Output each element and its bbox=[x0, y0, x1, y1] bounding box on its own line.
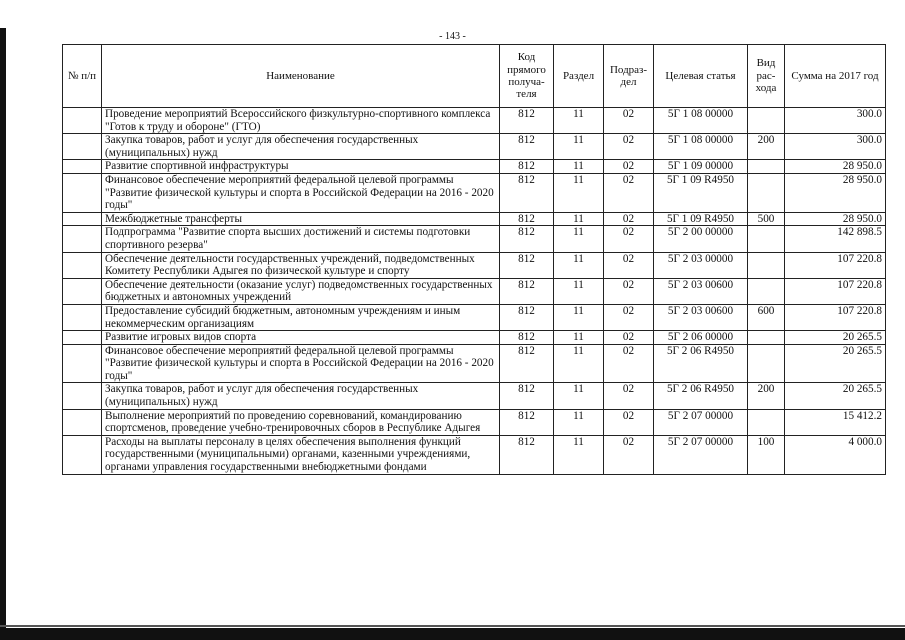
cell-subsection: 02 bbox=[604, 252, 654, 278]
cell-code: 812 bbox=[500, 278, 554, 304]
cell-kind: 500 bbox=[748, 212, 785, 226]
page-number: - 143 - bbox=[439, 31, 466, 42]
cell-target: 5Г 1 09 R4950 bbox=[654, 173, 748, 212]
cell-num bbox=[63, 409, 102, 435]
cell-sum: 107 220.8 bbox=[785, 304, 886, 330]
table-row bbox=[63, 409, 886, 435]
table-row bbox=[63, 252, 886, 278]
cell-sum: 20 265.5 bbox=[785, 383, 886, 409]
cell-sum: 300.0 bbox=[785, 134, 886, 160]
cell-target: 5Г 2 06 R4950 bbox=[654, 344, 748, 383]
cell-name: Обеспечение деятельности государственных учреждений, подведомственных Комитету Республики Адыгея по физической культуре и спорту bbox=[102, 252, 500, 278]
cell-name: Финансовое обеспечение мероприятий федеральной целевой программы "Развитие физической культуры и спорта в Российской Федерации на 2016 - 2020 годы" bbox=[102, 173, 500, 212]
cell-section: 11 bbox=[554, 134, 604, 160]
cell-kind bbox=[748, 252, 785, 278]
cell-sum: 4 000.0 bbox=[785, 435, 886, 474]
cell-sum: 107 220.8 bbox=[785, 278, 886, 304]
cell-name: Закупка товаров, работ и услуг для обеспечения государственных (муниципальных) нужд bbox=[102, 383, 500, 409]
cell-target: 5Г 2 07 00000 bbox=[654, 409, 748, 435]
cell-code: 812 bbox=[500, 108, 554, 134]
cell-code: 812 bbox=[500, 212, 554, 226]
cell-name: Предоставление субсидий бюджетным, автономным учреждениям и иным некоммерческим организациям bbox=[102, 304, 500, 330]
cell-sum: 28 950.0 bbox=[785, 173, 886, 212]
cell-num bbox=[63, 173, 102, 212]
cell-name: Расходы на выплаты персоналу в целях обеспечения выполнения функций государственными (муниципальными) органами, казенными учреждениями, органами управления государственными внебюджетными фондами bbox=[102, 435, 500, 474]
cell-sum: 300.0 bbox=[785, 108, 886, 134]
cell-name: Выполнение мероприятий по проведению соревнований, командированию спортсменов, проведение учебно-тренировочных сборов в Республике Адыгея bbox=[102, 409, 500, 435]
cell-code: 812 bbox=[500, 435, 554, 474]
cell-subsection: 02 bbox=[604, 108, 654, 134]
cell-subsection: 02 bbox=[604, 344, 654, 383]
cell-kind: 100 bbox=[748, 435, 785, 474]
cell-section: 11 bbox=[554, 344, 604, 383]
cell-target: 5Г 2 03 00600 bbox=[654, 278, 748, 304]
scan-left-edge bbox=[0, 28, 6, 632]
cell-code: 812 bbox=[500, 252, 554, 278]
cell-name: Обеспечение деятельности (оказание услуг) подведомственных государственных бюджетных и автономных учреждений bbox=[102, 278, 500, 304]
cell-num bbox=[63, 108, 102, 134]
cell-kind bbox=[748, 108, 785, 134]
cell-num bbox=[63, 226, 102, 252]
cell-code: 812 bbox=[500, 173, 554, 212]
table-row bbox=[63, 304, 886, 330]
cell-section: 11 bbox=[554, 435, 604, 474]
cell-code: 812 bbox=[500, 344, 554, 383]
cell-section: 11 bbox=[554, 160, 604, 174]
cell-section: 11 bbox=[554, 304, 604, 330]
cell-section: 11 bbox=[554, 331, 604, 345]
scan-bottom-edge bbox=[0, 628, 905, 640]
cell-code: 812 bbox=[500, 331, 554, 345]
cell-subsection: 02 bbox=[604, 212, 654, 226]
cell-target: 5Г 2 00 00000 bbox=[654, 226, 748, 252]
col-header-kind: Вид рас-хода bbox=[748, 45, 785, 108]
cell-subsection: 02 bbox=[604, 134, 654, 160]
cell-subsection: 02 bbox=[604, 435, 654, 474]
cell-subsection: 02 bbox=[604, 383, 654, 409]
cell-num bbox=[63, 252, 102, 278]
cell-sum: 20 265.5 bbox=[785, 331, 886, 345]
cell-kind: 200 bbox=[748, 134, 785, 160]
cell-target: 5Г 2 06 00000 bbox=[654, 331, 748, 345]
table-row bbox=[63, 108, 886, 134]
cell-target: 5Г 2 07 00000 bbox=[654, 435, 748, 474]
cell-code: 812 bbox=[500, 226, 554, 252]
cell-kind bbox=[748, 226, 785, 252]
col-header-section: Раздел bbox=[554, 45, 604, 108]
table-row bbox=[63, 134, 886, 160]
cell-sum: 28 950.0 bbox=[785, 212, 886, 226]
cell-section: 11 bbox=[554, 252, 604, 278]
cell-subsection: 02 bbox=[604, 226, 654, 252]
cell-kind bbox=[748, 173, 785, 212]
cell-kind: 200 bbox=[748, 383, 785, 409]
col-header-sum: Сумма на 2017 год bbox=[785, 45, 886, 108]
cell-subsection: 02 bbox=[604, 160, 654, 174]
cell-code: 812 bbox=[500, 383, 554, 409]
budget-table bbox=[62, 44, 886, 475]
cell-name: Проведение мероприятий Всероссийского физкультурно-спортивного комплекса "Готов к труду и обороне" (ГТО) bbox=[102, 108, 500, 134]
cell-name: Подпрограмма "Развитие спорта высших достижений и системы подготовки спортивного резерва" bbox=[102, 226, 500, 252]
table-row bbox=[63, 226, 886, 252]
cell-kind bbox=[748, 409, 785, 435]
cell-section: 11 bbox=[554, 108, 604, 134]
cell-sum: 142 898.5 bbox=[785, 226, 886, 252]
cell-name: Развитие игровых видов спорта bbox=[102, 331, 500, 345]
table-row bbox=[63, 383, 886, 409]
table-row bbox=[63, 344, 886, 383]
cell-section: 11 bbox=[554, 226, 604, 252]
cell-sum: 28 950.0 bbox=[785, 160, 886, 174]
cell-section: 11 bbox=[554, 278, 604, 304]
cell-code: 812 bbox=[500, 134, 554, 160]
cell-section: 11 bbox=[554, 409, 604, 435]
cell-num bbox=[63, 331, 102, 345]
table-row bbox=[63, 212, 886, 226]
cell-name: Развитие спортивной инфраструктуры bbox=[102, 160, 500, 174]
col-header-subsection: Подраз-дел bbox=[604, 45, 654, 108]
cell-num bbox=[63, 160, 102, 174]
cell-target: 5Г 1 08 00000 bbox=[654, 108, 748, 134]
cell-subsection: 02 bbox=[604, 331, 654, 345]
table-row bbox=[63, 278, 886, 304]
table-row bbox=[63, 435, 886, 474]
cell-kind bbox=[748, 331, 785, 345]
cell-section: 11 bbox=[554, 212, 604, 226]
col-header-target: Целевая статья bbox=[654, 45, 748, 108]
cell-num bbox=[63, 212, 102, 226]
cell-name: Межбюджетные трансферты bbox=[102, 212, 500, 226]
cell-target: 5Г 1 09 00000 bbox=[654, 160, 748, 174]
cell-subsection: 02 bbox=[604, 173, 654, 212]
table-header-row bbox=[63, 45, 886, 108]
cell-target: 5Г 2 03 00600 bbox=[654, 304, 748, 330]
cell-target: 5Г 1 09 R4950 bbox=[654, 212, 748, 226]
cell-target: 5Г 1 08 00000 bbox=[654, 134, 748, 160]
table-row bbox=[63, 173, 886, 212]
table-row bbox=[63, 160, 886, 174]
cell-section: 11 bbox=[554, 173, 604, 212]
cell-target: 5Г 2 06 R4950 bbox=[654, 383, 748, 409]
col-header-code: Код прямого получа-теля bbox=[500, 45, 554, 108]
cell-num bbox=[63, 304, 102, 330]
cell-subsection: 02 bbox=[604, 304, 654, 330]
cell-kind bbox=[748, 160, 785, 174]
cell-target: 5Г 2 03 00000 bbox=[654, 252, 748, 278]
cell-num bbox=[63, 383, 102, 409]
cell-code: 812 bbox=[500, 160, 554, 174]
cell-kind bbox=[748, 344, 785, 383]
col-header-num: № п/п bbox=[63, 45, 102, 108]
cell-num bbox=[63, 344, 102, 383]
cell-subsection: 02 bbox=[604, 278, 654, 304]
cell-sum: 20 265.5 bbox=[785, 344, 886, 383]
cell-subsection: 02 bbox=[604, 409, 654, 435]
col-header-name: Наименование bbox=[102, 45, 500, 108]
cell-num bbox=[63, 278, 102, 304]
cell-num bbox=[63, 134, 102, 160]
cell-sum: 15 412.2 bbox=[785, 409, 886, 435]
cell-section: 11 bbox=[554, 383, 604, 409]
cell-code: 812 bbox=[500, 409, 554, 435]
cell-kind: 600 bbox=[748, 304, 785, 330]
cell-kind bbox=[748, 278, 785, 304]
cell-num bbox=[63, 435, 102, 474]
table-row bbox=[63, 331, 886, 345]
cell-name: Закупка товаров, работ и услуг для обеспечения государственных (муниципальных) нужд bbox=[102, 134, 500, 160]
cell-name: Финансовое обеспечение мероприятий федеральной целевой программы "Развитие физической культуры и спорта в Российской Федерации на 2016 - 2020 годы" bbox=[102, 344, 500, 383]
cell-code: 812 bbox=[500, 304, 554, 330]
cell-sum: 107 220.8 bbox=[785, 252, 886, 278]
